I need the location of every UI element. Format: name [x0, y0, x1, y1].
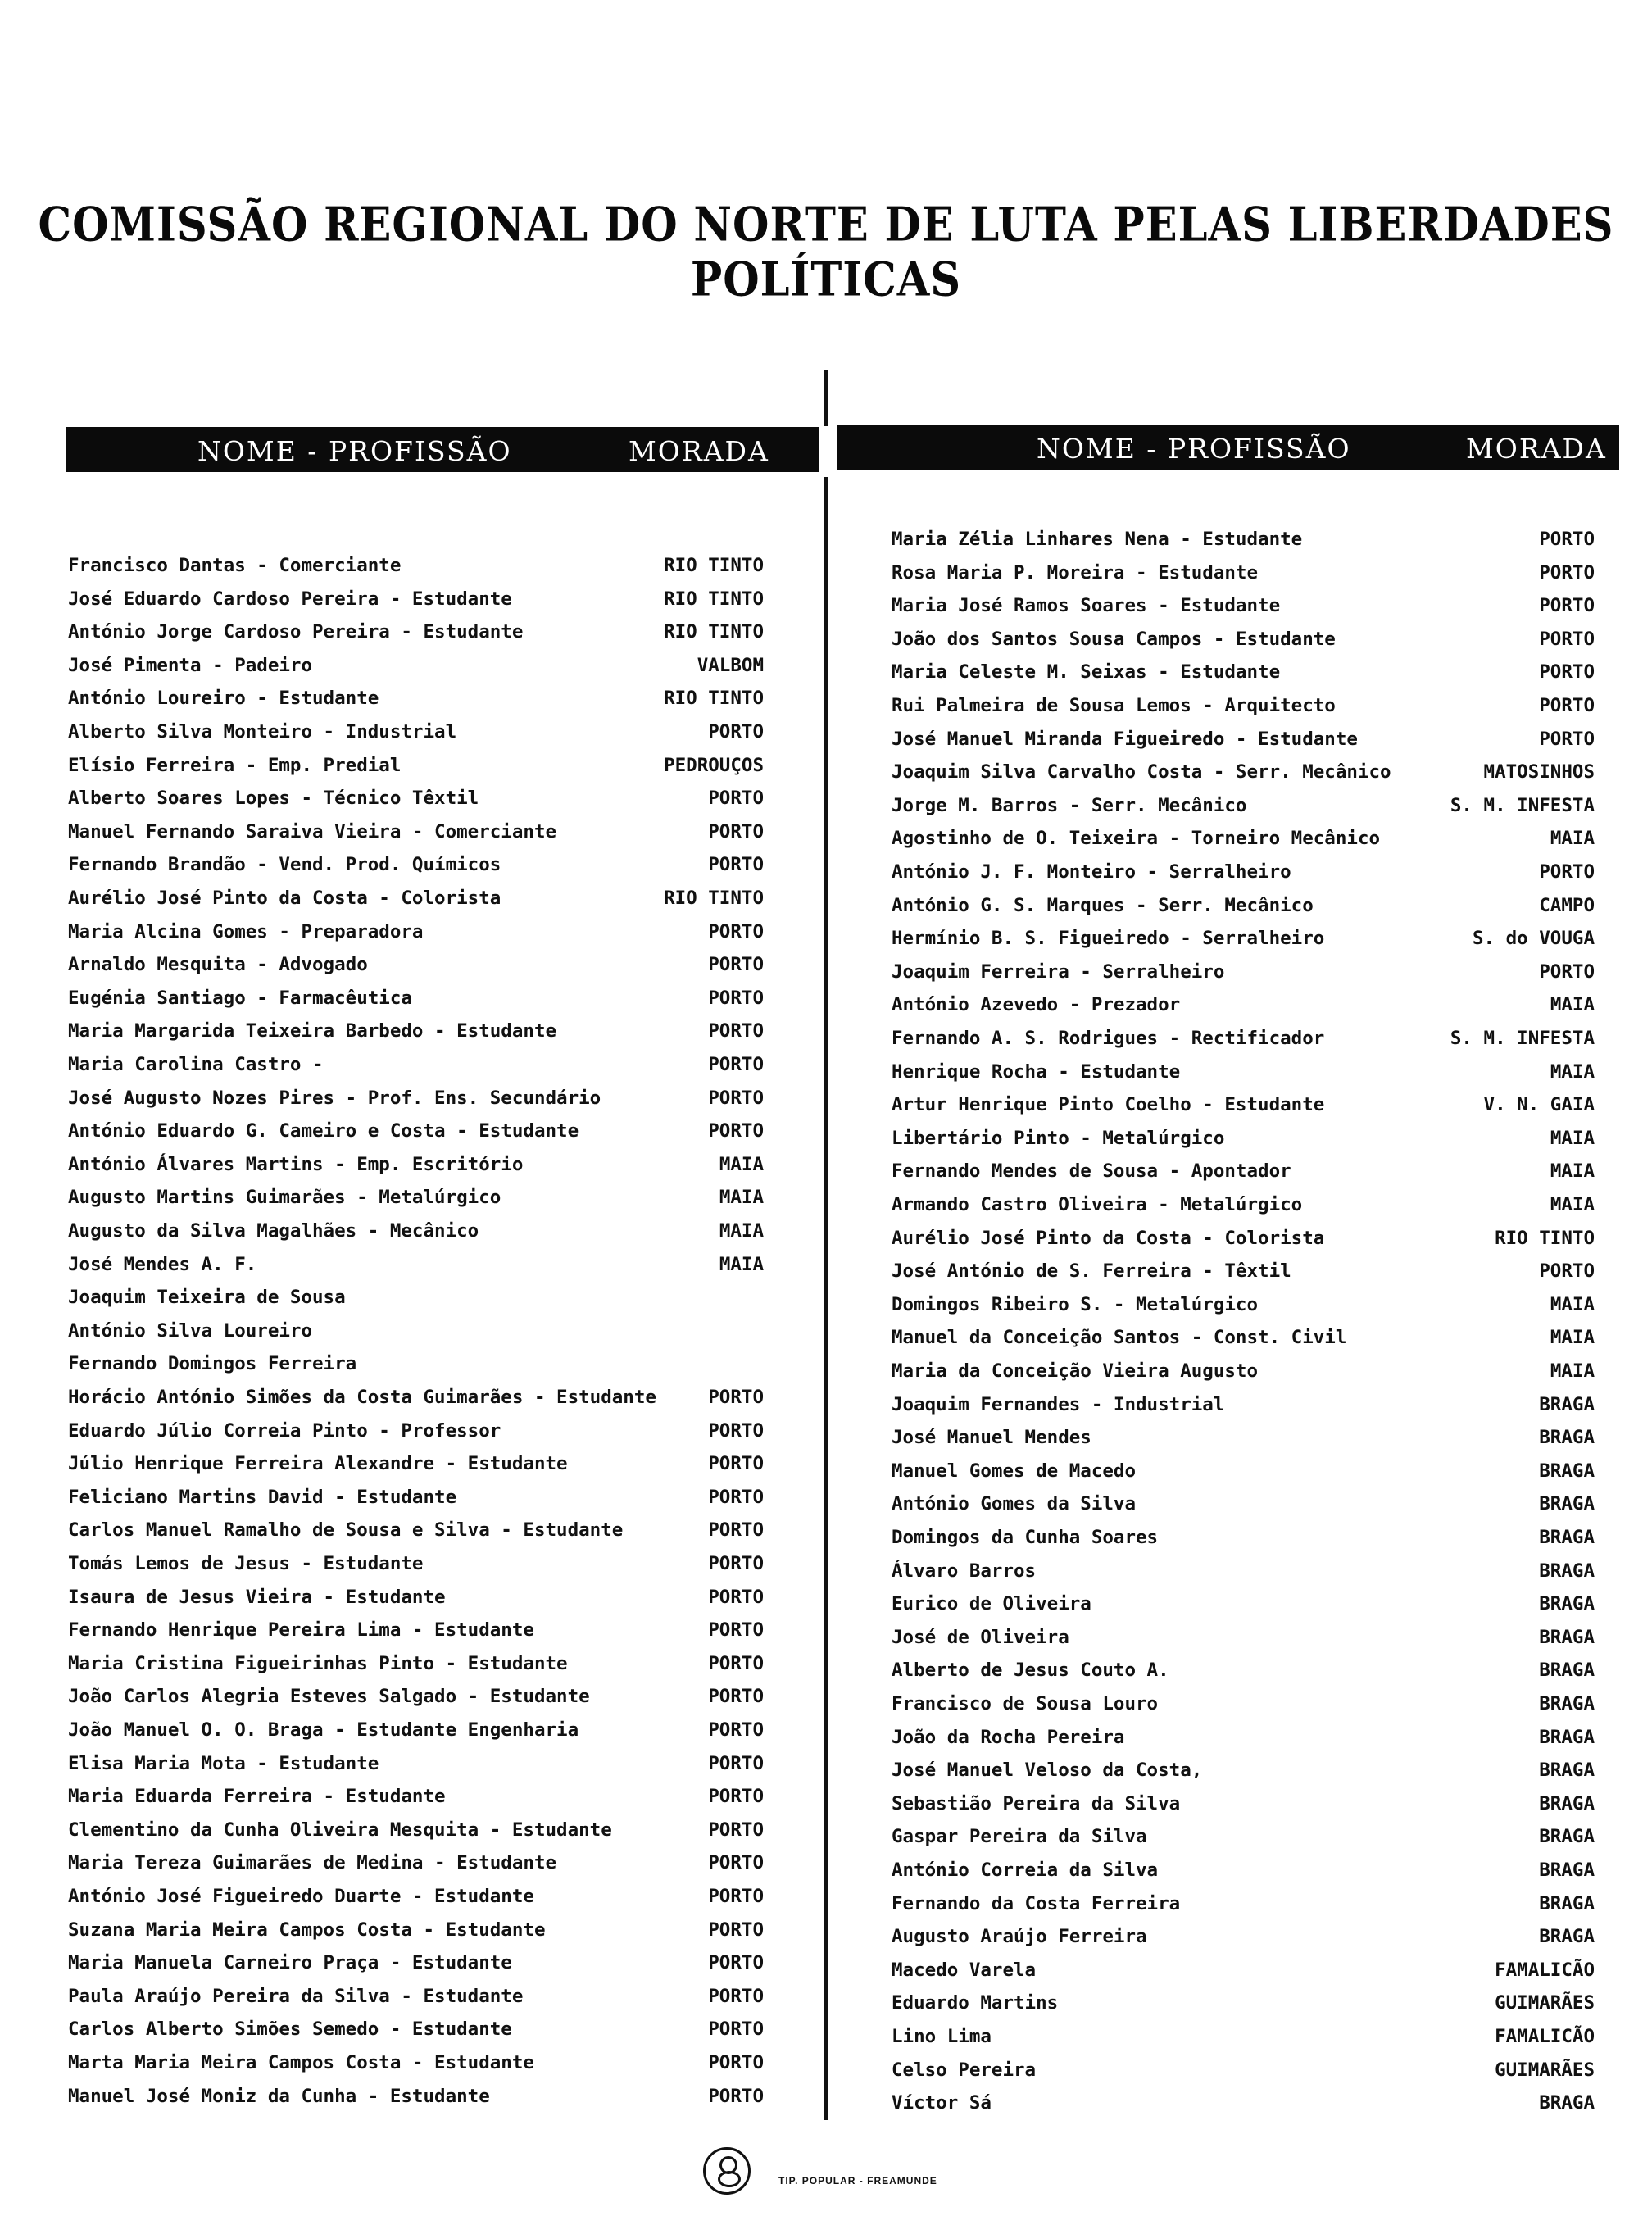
list-item — [68, 751, 764, 780]
person-address: PORTO — [708, 1387, 764, 1408]
person-address: PORTO — [1539, 661, 1595, 683]
list-item — [68, 1449, 764, 1478]
list-item — [892, 1290, 1595, 1319]
list-item — [892, 757, 1595, 787]
list-item — [68, 1316, 764, 1346]
person-name-profession: Maria Zélia Linhares Nena - Estudante — [892, 529, 1303, 550]
person-name-profession: Sebastião Pereira da Silva — [892, 1792, 1181, 1814]
list-item — [892, 1988, 1595, 2018]
list-item — [892, 1390, 1595, 1419]
person-name-profession: Artur Henrique Pinto Coelho - Estudante — [892, 1094, 1325, 1116]
person-name-profession: António José Figueiredo Duarte - Estudante — [68, 1886, 534, 1907]
person-name-profession: João Manuel O. O. Braga - Estudante Engenharia — [68, 1719, 579, 1741]
person-name-profession: Elísio Ferreira - Emp. Predial — [68, 754, 402, 776]
person-address: BRAGA — [1539, 1560, 1595, 1582]
list-item — [892, 990, 1595, 1019]
person-name-profession: Paula Araújo Pereira da Silva - Estudante — [68, 1985, 524, 2007]
person-address: PORTO — [708, 721, 764, 742]
person-name-profession: José Eduardo Cardoso Pereira - Estudante — [68, 588, 512, 610]
person-address: PORTO — [708, 1519, 764, 1542]
list-item — [68, 1216, 764, 1246]
person-address: BRAGA — [1539, 2092, 1595, 2114]
right-header-address: MORADA — [1466, 433, 1607, 465]
page-title: COMISSÃO REGIONAL DO NORTE DE LUTA PELAS LIBERDADES POLÍTICAS — [38, 197, 1614, 308]
person-address: PORTO — [708, 1419, 764, 1442]
person-address: PORTO — [708, 954, 764, 976]
person-name-profession: Arnaldo Mesquita - Advogado — [68, 954, 368, 976]
list-item — [892, 1589, 1595, 1619]
person-name-profession: José António de S. Ferreira - Têxtil — [892, 1260, 1291, 1283]
person-name-profession: Fernando Mendes de Sousa - Apontador — [892, 1160, 1291, 1183]
person-address: PORTO — [708, 1453, 764, 1475]
list-item — [68, 717, 764, 747]
list-item — [68, 683, 764, 713]
left-header-address: MORADA — [629, 435, 769, 467]
person-name-profession: Augusto Martins Guimarães - Metalúrgico — [68, 1187, 502, 1209]
list-item — [892, 724, 1595, 754]
person-address: PORTO — [708, 1786, 764, 1808]
person-address: BRAGA — [1539, 1393, 1595, 1415]
person-name-profession: António Loureiro - Estudante — [68, 688, 379, 710]
person-address: PORTO — [708, 1686, 764, 1708]
person-address: BRAGA — [1539, 1726, 1595, 1748]
list-item — [68, 1782, 764, 1811]
person-name-profession: Maria Margarida Teixeira Barbedo - Estudante — [68, 1020, 557, 1042]
person-name-profession: Maria Manuela Carneiro Praça - Estudante — [68, 1952, 512, 1974]
person-name-profession: José Pimenta - Padeiro — [68, 654, 313, 676]
person-name-profession: Henrique Rocha - Estudante — [892, 1060, 1181, 1083]
person-address: PORTO — [1539, 595, 1595, 617]
person-name-profession: Tomás Lemos de Jesus - Estudante — [68, 1553, 424, 1574]
person-name-profession: José Augusto Nozes Pires - Prof. Ens. Secundário — [68, 1087, 601, 1109]
person-name-profession: Joaquim Silva Carvalho Costa - Serr. Mecânico — [892, 761, 1391, 783]
person-name-profession: Alberto de Jesus Couto A. — [892, 1660, 1169, 1682]
list-item — [892, 2055, 1595, 2085]
person-address: MAIA — [1550, 1060, 1595, 1083]
person-name-profession: Fernando Henrique Pereira Lima - Estudante — [68, 1619, 534, 1642]
column-divider-top — [824, 370, 828, 426]
list-item — [892, 2088, 1595, 2118]
list-item — [68, 1349, 764, 1378]
person-name-profession: Alberto Soares Lopes - Técnico Têxtil — [68, 788, 479, 810]
person-name-profession: Rui Palmeira de Sousa Lemos - Arquitecto — [892, 695, 1336, 716]
person-address: PORTO — [708, 854, 764, 876]
person-name-profession: Libertário Pinto - Metalúrgico — [892, 1127, 1225, 1149]
person-address: BRAGA — [1539, 1760, 1595, 1782]
list-item — [892, 1124, 1595, 1153]
person-address: BRAGA — [1539, 1460, 1595, 1482]
person-address: PORTO — [1539, 861, 1595, 883]
list-item — [68, 1183, 764, 1212]
person-address: MAIA — [719, 1187, 764, 1209]
list-item — [68, 1982, 764, 2011]
list-item — [892, 1955, 1595, 1985]
list-item — [68, 2014, 764, 2044]
person-name-profession: Maria Carolina Castro - — [68, 1054, 324, 1075]
person-name-profession: Fernando A. S. Rodrigues - Rectificador — [892, 1028, 1325, 1049]
person-name-profession: António J. F. Monteiro - Serralheiro — [892, 861, 1291, 883]
list-item — [68, 783, 764, 813]
person-address: MAIA — [1550, 1127, 1595, 1149]
person-address: PORTO — [708, 920, 764, 942]
list-item — [68, 983, 764, 1013]
person-address: MAIA — [1550, 1360, 1595, 1382]
list-item — [892, 624, 1595, 654]
person-name-profession: Suzana Maria Meira Campos Costa - Estudante — [68, 1919, 546, 1941]
person-name-profession: Manuel da Conceição Santos - Const. Civil — [892, 1327, 1347, 1349]
person-name-profession: Aurélio José Pinto da Costa - Colorista — [68, 888, 502, 909]
person-name-profession: António Correia da Silva — [892, 1860, 1159, 1881]
person-address: BRAGA — [1539, 1792, 1595, 1814]
person-address: PORTO — [1539, 728, 1595, 750]
person-name-profession: Manuel Fernando Saraiva Vieira - Comerciante — [68, 820, 557, 842]
list-item — [68, 1515, 764, 1545]
list-item — [892, 1655, 1595, 1685]
person-address: PORTO — [708, 2052, 764, 2073]
person-name-profession: Isaura de Jesus Vieira - Estudante — [68, 1586, 446, 1608]
person-name-profession: Lino Lima — [892, 2026, 992, 2047]
person-name-profession: Maria da Conceição Vieira Augusto — [892, 1360, 1259, 1382]
list-item — [892, 1156, 1595, 1186]
list-item — [68, 1150, 764, 1179]
person-name-profession: Jorge M. Barros - Serr. Mecânico — [892, 794, 1247, 816]
list-item — [892, 2022, 1595, 2051]
list-item — [892, 1689, 1595, 1719]
person-name-profession: Augusto da Silva Magalhães - Mecânico — [68, 1220, 479, 1242]
list-item — [68, 2048, 764, 2078]
list-item — [68, 1682, 764, 1711]
list-item — [892, 1922, 1595, 1951]
list-item — [68, 1715, 764, 1745]
person-address: FAMALICÃO — [1495, 1959, 1595, 1981]
person-name-profession: Aurélio José Pinto da Costa - Colorista — [892, 1227, 1325, 1249]
column-divider — [824, 477, 828, 2120]
person-address: V. N. GAIA — [1483, 1094, 1595, 1116]
person-name-profession: Maria Cristina Figueirinhas Pinto - Estudante — [68, 1652, 568, 1674]
person-name-profession: Carlos Alberto Simões Semedo - Estudante — [68, 2018, 512, 2041]
person-address: RIO TINTO — [664, 621, 764, 643]
person-address: PORTO — [708, 1752, 764, 1774]
person-address: PORTO — [708, 1919, 764, 1941]
list-item — [892, 891, 1595, 920]
list-item — [892, 1623, 1595, 1652]
list-item — [892, 1323, 1595, 1352]
person-name-profession: António Jorge Cardoso Pereira - Estudante — [68, 621, 524, 643]
person-name-profession: Eduardo Júlio Correia Pinto - Professor — [68, 1419, 502, 1442]
list-item — [68, 883, 764, 913]
person-address: BRAGA — [1539, 1427, 1595, 1449]
person-address: PORTO — [1539, 695, 1595, 716]
list-item — [892, 1456, 1595, 1486]
person-name-profession: Agostinho de O. Teixeira - Torneiro Mecânico — [892, 828, 1381, 850]
person-name-profession: José Manuel Veloso da Costa, — [892, 1760, 1203, 1782]
person-address: GUIMARÃES — [1495, 1992, 1595, 2014]
person-address: BRAGA — [1539, 1926, 1595, 1948]
person-address: PORTO — [708, 1819, 764, 1841]
person-address: BRAGA — [1539, 1626, 1595, 1648]
person-name-profession: Armando Castro Oliveira - Metalúrgico — [892, 1194, 1303, 1215]
person-name-profession: Joaquim Fernandes - Industrial — [892, 1393, 1225, 1415]
list-item — [892, 558, 1595, 588]
list-item — [68, 1416, 764, 1446]
person-name-profession: Víctor Sá — [892, 2092, 992, 2114]
person-address: PORTO — [708, 788, 764, 810]
person-address: BRAGA — [1539, 1660, 1595, 1682]
list-item — [68, 1649, 764, 1678]
person-address: RIO TINTO — [664, 688, 764, 710]
person-address: PORTO — [1539, 561, 1595, 584]
list-item — [68, 1948, 764, 1978]
person-address: RIO TINTO — [664, 888, 764, 909]
list-item — [68, 950, 764, 979]
list-item — [68, 1848, 764, 1878]
person-name-profession: Feliciano Martins David - Estudante — [68, 1486, 457, 1508]
printer-credit: TIP. POPULAR - FREAMUNDE — [778, 2175, 937, 2186]
person-name-profession: Maria José Ramos Soares - Estudante — [892, 595, 1281, 617]
list-item — [68, 584, 764, 614]
person-address: MATOSINHOS — [1483, 761, 1595, 783]
list-item — [892, 857, 1595, 887]
person-address: MAIA — [1550, 1194, 1595, 1215]
list-item — [68, 1083, 764, 1113]
person-name-profession: Clementino da Cunha Oliveira Mesquita - Estudante — [68, 1819, 612, 1841]
list-item — [892, 524, 1595, 554]
person-name-profession: Hermínio B. S. Figueiredo - Serralheiro — [892, 928, 1325, 950]
list-item — [892, 924, 1595, 953]
list-item — [892, 1090, 1595, 1119]
person-name-profession: Celso Pereira — [892, 2059, 1037, 2081]
person-address: PORTO — [708, 1852, 764, 1874]
person-address: BRAGA — [1539, 1826, 1595, 1848]
list-item — [892, 1523, 1595, 1552]
printer-seal-icon — [703, 2147, 751, 2195]
list-item — [68, 917, 764, 947]
person-name-profession: Álvaro Barros — [892, 1560, 1037, 1582]
list-item — [892, 1256, 1595, 1286]
person-address: S. do VOUGA — [1472, 928, 1595, 950]
person-address: BRAGA — [1539, 1493, 1595, 1515]
list-item — [68, 1749, 764, 1778]
person-address: RIO TINTO — [664, 588, 764, 610]
list-item — [892, 1423, 1595, 1452]
person-address: PORTO — [708, 1619, 764, 1642]
person-address: BRAGA — [1539, 1593, 1595, 1615]
person-address: PORTO — [708, 987, 764, 1009]
list-item — [68, 1882, 764, 1911]
person-address: PORTO — [708, 2085, 764, 2107]
person-address: BRAGA — [1539, 1860, 1595, 1881]
list-item — [68, 1116, 764, 1146]
list-item — [68, 817, 764, 847]
person-address: PORTO — [1539, 628, 1595, 650]
person-name-profession: Maria Eduarda Ferreira - Estudante — [68, 1786, 446, 1808]
person-address: MAIA — [719, 1253, 764, 1275]
person-address: MAIA — [1550, 994, 1595, 1016]
list-item — [892, 1855, 1595, 1885]
person-address: PORTO — [708, 1719, 764, 1741]
list-item — [892, 1789, 1595, 1819]
person-address: S. M. INFESTA — [1450, 1028, 1595, 1049]
person-name-profession: José de Oliveira — [892, 1626, 1069, 1648]
person-name-profession: António Eduardo G. Cameiro e Costa - Estudante — [68, 1120, 579, 1142]
person-name-profession: Fernando da Costa Ferreira — [892, 1892, 1181, 1914]
list-item — [892, 591, 1595, 620]
person-address: PORTO — [708, 820, 764, 842]
person-address: RIO TINTO — [1495, 1227, 1595, 1249]
person-name-profession: José Manuel Miranda Figueiredo - Estudante — [892, 728, 1358, 750]
right-table-header — [837, 425, 1619, 470]
person-name-profession: António Azevedo - Prezador — [892, 994, 1181, 1016]
person-address: VALBOM — [697, 654, 764, 676]
person-name-profession: António Álvares Martins - Emp. Escritório — [68, 1153, 524, 1175]
person-address: PORTO — [708, 1553, 764, 1574]
list-item — [68, 850, 764, 879]
list-item — [892, 1489, 1595, 1519]
person-address: BRAGA — [1539, 1693, 1595, 1714]
person-name-profession: Domingos da Cunha Soares — [892, 1527, 1159, 1548]
list-item — [68, 1483, 764, 1512]
right-header-name: NOME - PROFISSÃO — [1037, 433, 1351, 465]
list-item — [892, 1356, 1595, 1386]
person-name-profession: Eduardo Martins — [892, 1992, 1059, 2014]
person-name-profession: Elisa Maria Mota - Estudante — [68, 1752, 379, 1774]
person-address: BRAGA — [1539, 1892, 1595, 1914]
list-item — [68, 1815, 764, 1845]
person-name-profession: Fernando Domingos Ferreira — [68, 1353, 357, 1375]
list-item — [892, 1723, 1595, 1752]
list-item — [892, 1057, 1595, 1087]
person-name-profession: João Carlos Alegria Esteves Salgado - Estudante — [68, 1686, 590, 1708]
person-name-profession: Eugénia Santiago - Farmacêutica — [68, 987, 412, 1009]
person-address: MAIA — [1550, 1327, 1595, 1349]
person-name-profession: Francisco Dantas - Comerciante — [68, 555, 402, 576]
person-address: MAIA — [719, 1153, 764, 1175]
person-address: PORTO — [708, 1486, 764, 1508]
person-name-profession: Domingos Ribeiro S. - Metalúrgico — [892, 1293, 1259, 1315]
person-address: MAIA — [1550, 1160, 1595, 1183]
person-name-profession: Rosa Maria P. Moreira - Estudante — [892, 561, 1259, 584]
person-name-profession: Augusto Araújo Ferreira — [892, 1926, 1147, 1948]
list-item — [892, 1755, 1595, 1785]
list-item — [892, 791, 1595, 820]
person-name-profession: João da Rocha Pereira — [892, 1726, 1125, 1748]
list-item — [892, 657, 1595, 687]
person-name-profession: Maria Celeste M. Seixas - Estudante — [892, 661, 1281, 683]
person-name-profession: Francisco de Sousa Louro — [892, 1693, 1159, 1714]
person-address: S. M. INFESTA — [1450, 794, 1595, 816]
list-item — [892, 957, 1595, 987]
list-item — [892, 691, 1595, 720]
person-name-profession: Manuel José Moniz da Cunha - Estudante — [68, 2085, 490, 2107]
left-header-name: NOME - PROFISSÃO — [197, 435, 512, 467]
person-name-profession: Manuel Gomes de Macedo — [892, 1460, 1137, 1482]
list-item — [68, 1915, 764, 1945]
list-item — [892, 824, 1595, 853]
person-address: PORTO — [708, 1886, 764, 1907]
list-item — [68, 1250, 764, 1279]
person-name-profession: Carlos Manuel Ramalho de Sousa e Silva - Estudante — [68, 1519, 624, 1542]
person-name-profession: António Gomes da Silva — [892, 1493, 1137, 1515]
person-address: PORTO — [708, 1120, 764, 1142]
person-address: PORTO — [1539, 960, 1595, 983]
person-name-profession: Maria Alcina Gomes - Preparadora — [68, 920, 424, 942]
list-item — [68, 651, 764, 680]
list-item — [892, 1556, 1595, 1586]
person-address: RIO TINTO — [664, 555, 764, 576]
person-name-profession: Júlio Henrique Ferreira Alexandre - Estudante — [68, 1453, 568, 1475]
list-item — [68, 1016, 764, 1046]
list-item — [68, 1050, 764, 1079]
list-item — [892, 1224, 1595, 1253]
person-name-profession: Joaquim Ferreira - Serralheiro — [892, 960, 1225, 983]
person-name-profession: José Mendes A. F. — [68, 1253, 257, 1275]
person-address: PEDROUÇOS — [664, 754, 764, 776]
list-item — [68, 1583, 764, 1612]
list-item — [68, 1283, 764, 1312]
person-address: MAIA — [1550, 828, 1595, 850]
list-item — [892, 1822, 1595, 1851]
person-name-profession: José Manuel Mendes — [892, 1427, 1092, 1449]
list-item — [68, 1549, 764, 1578]
left-table-header — [66, 427, 819, 472]
person-address: CAMPO — [1539, 894, 1595, 916]
list-item — [892, 1024, 1595, 1053]
person-address: PORTO — [708, 1087, 764, 1109]
person-address: PORTO — [1539, 529, 1595, 550]
person-name-profession: Gaspar Pereira da Silva — [892, 1826, 1147, 1848]
person-name-profession: João dos Santos Sousa Campos - Estudante — [892, 628, 1336, 650]
list-item — [68, 617, 764, 647]
person-address: MAIA — [719, 1220, 764, 1242]
person-address: PORTO — [1539, 1260, 1595, 1283]
person-address: GUIMARÃES — [1495, 2059, 1595, 2081]
list-item — [892, 1889, 1595, 1919]
person-address: PORTO — [708, 1985, 764, 2007]
person-name-profession: Fernando Brandão - Vend. Prod. Químicos — [68, 854, 502, 876]
list-item — [68, 1383, 764, 1412]
person-address: PORTO — [708, 2018, 764, 2041]
person-address: PORTO — [708, 1586, 764, 1608]
person-name-profession: Marta Maria Meira Campos Costa - Estudante — [68, 2052, 534, 2073]
person-address: PORTO — [708, 1652, 764, 1674]
list-item — [68, 551, 764, 580]
person-name-profession: Maria Tereza Guimarães de Medina - Estudante — [68, 1852, 557, 1874]
person-name-profession: Alberto Silva Monteiro - Industrial — [68, 721, 457, 742]
person-name-profession: Eurico de Oliveira — [892, 1593, 1092, 1615]
person-address: PORTO — [708, 1054, 764, 1075]
list-item — [892, 1190, 1595, 1219]
list-item — [68, 2082, 764, 2111]
person-name-profession: António G. S. Marques - Serr. Mecânico — [892, 894, 1314, 916]
person-name-profession: Horácio António Simões da Costa Guimarães - Estudante — [68, 1387, 656, 1408]
person-name-profession: Joaquim Teixeira de Sousa — [68, 1287, 346, 1309]
person-address: FAMALICÃO — [1495, 2026, 1595, 2047]
person-name-profession: António Silva Loureiro — [68, 1319, 313, 1342]
person-address: PORTO — [708, 1952, 764, 1974]
person-address: MAIA — [1550, 1293, 1595, 1315]
person-address: PORTO — [708, 1020, 764, 1042]
person-address: BRAGA — [1539, 1527, 1595, 1548]
person-name-profession: Macedo Varela — [892, 1959, 1037, 1981]
list-item — [68, 1615, 764, 1645]
